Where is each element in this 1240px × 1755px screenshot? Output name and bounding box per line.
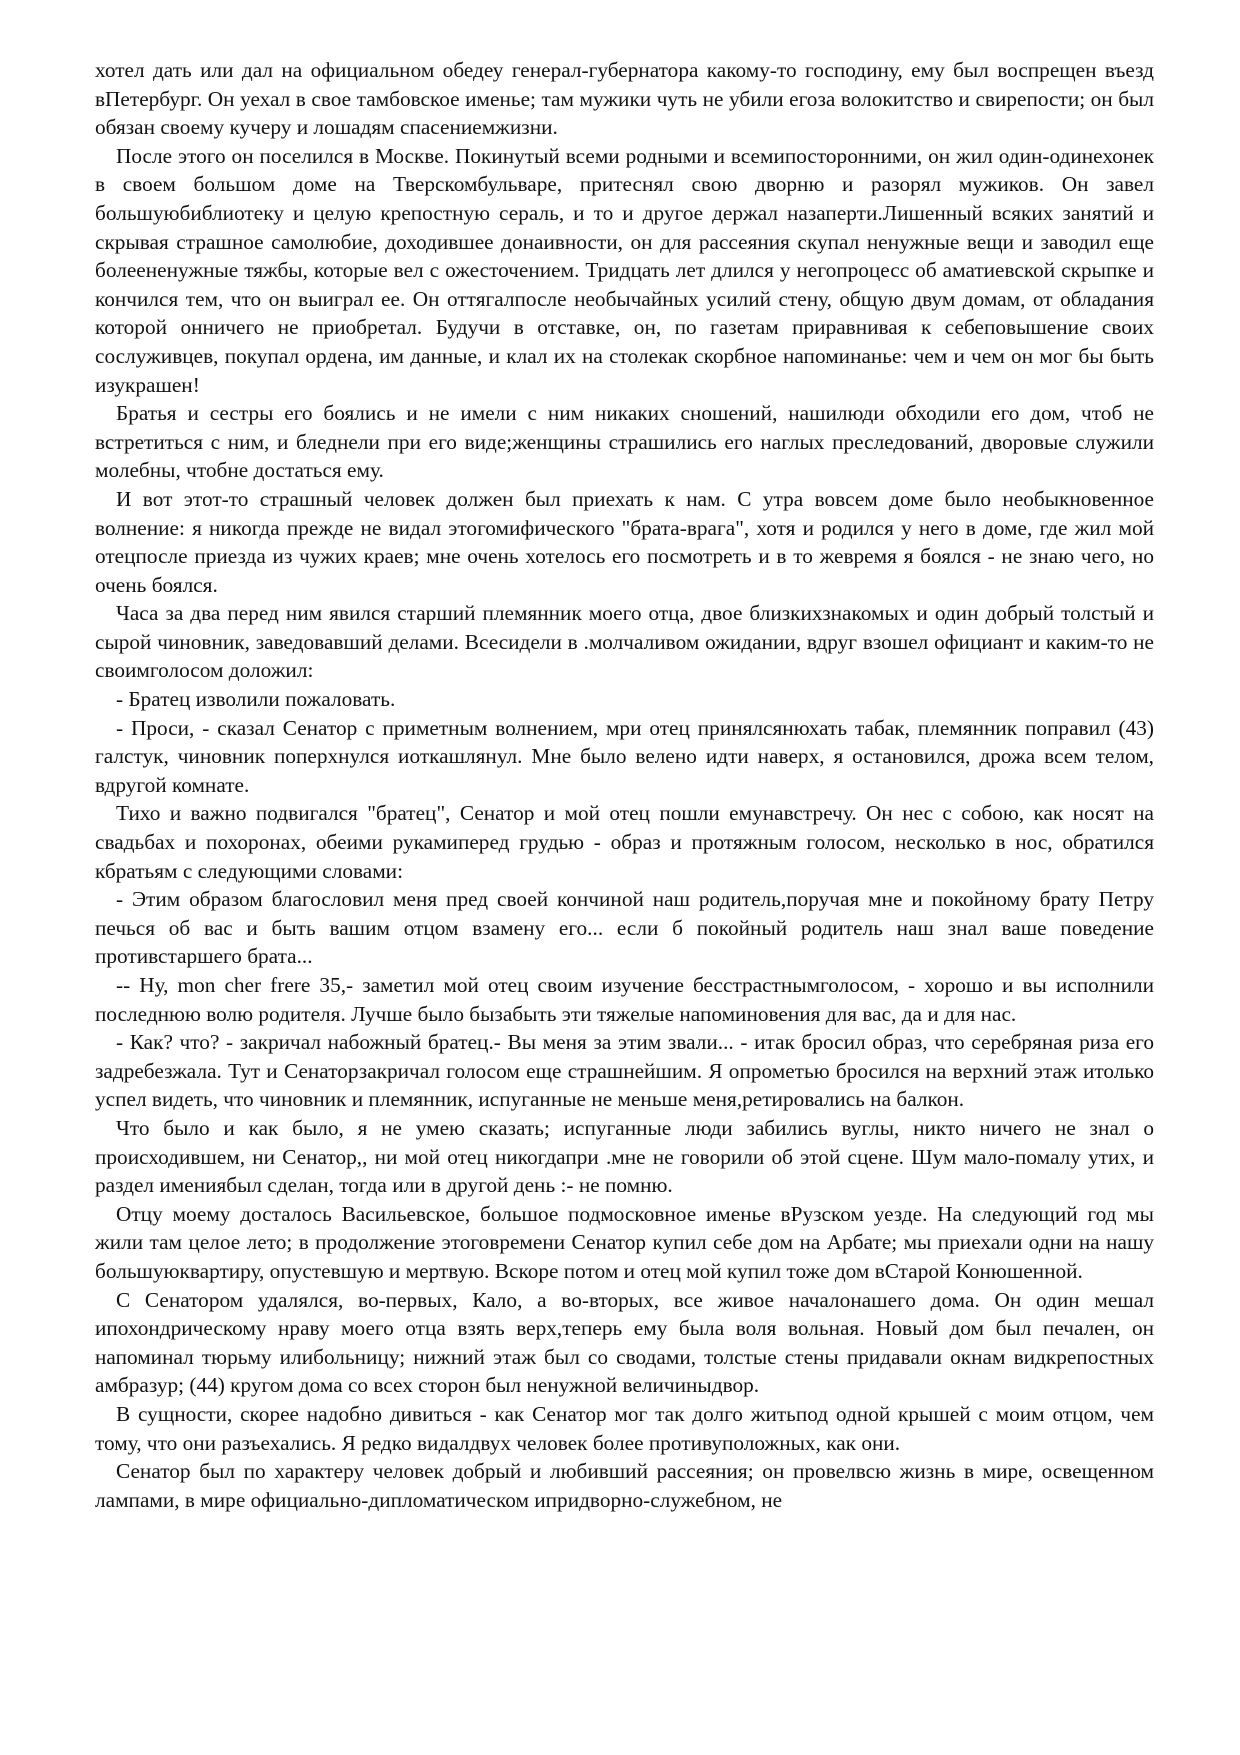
paragraph-7: - Проси, - сказал Сенатор с приметным волнением, мри отец принялсянюхать табак, племянник поправил (43) галстук, чиновник поперхнулся иоткашлянул. Мне было велено идти наверх, я остановился, дрожа всем телом, вдругой комнате. [95, 715, 1154, 797]
paragraph-8: Тихо и важно подвигался "братец", Сенатор и мой отец пошли емунавстречу. Он нес с собою, как носят на свадьбах и похоронах, обеими рукамиперед грудью - образ и протяжным голосом, несколько в нос, обратился кбратьям с следующими словами: [95, 801, 1154, 883]
document-page [95, 56, 1154, 1514]
paragraph-5: Часа за два перед ним явился старший племянник моего отца, двое близкихзнакомых и один добрый толстый и сырой чиновник, заведовавший делами. Всесидели в .молчаливом ожидании, вдруг взошел официант и каким-то не своимголосом доложил: [95, 601, 1154, 683]
paragraph-4: И вот этот-то страшный человек должен был приехать к нам. С утра вовсем доме было необыкновенное волнение: я никогда прежде не видал этогомифического "брата-врага", хотя и родился у него в доме, где жил мой отецпосле приезда из чужих краев; мне очень хотелось его посмотреть и в то жевремя я боялся - не знаю чего, но очень боялся. [95, 486, 1154, 597]
paragraph-2: После этого он поселился в Москве. Покинутый всеми родными и всемипосторонними, он жил один-одинехонек в своем большом доме на Тверскомбульваре, притеснял свою дворню и разорял мужиков. Он завел большуюбиблиотеку и целую крепостную сераль, и то и другое держал назаперти.Лишенный всяких занятий и скрывая страшное самолюбие, доходившее донаивности, он для рассеяния скупал ненужные вещи и заводил еще болеененужные тяжбы, которые вел с ожесточением. Тридцать лет длился у негопроцесс об аматиевской скрыпке и кончился тем, что он выиграл ее. Он оттягалпосле необычайных усилий стену, общую двум домам, от обладания которой онничего не приобретал. Будучи в отставке, он, по газетам приравнивая к себеповышение своих сослуживцев, покупал ордена, им данные, и клал их на столекак скорбное напоминанье: чем и чем он мог бы быть изукрашен! [95, 143, 1154, 397]
paragraph-1: хотел дать или дал на официальном обедеу генерал-губернатора какому-то господину, ему был воспрещен въезд вПетербург. Он уехал в свое тамбовское именье; там мужики чуть не убили егоза волокитство и свирепости; он был обязан своему кучеру и лошадям спасениемжизни. [95, 58, 1154, 140]
paragraph-16: Сенатор был по характеру человек добрый и любивший рассеяния; он провелвсю жизнь в мире, освещенном лампами, в мире официально-дипломатическом ипридворно-служебном, не [95, 1459, 1154, 1512]
paragraph-6: - Братец изволили пожаловать. [116, 687, 396, 712]
paragraph-3: Братья и сестры его боялись и не имели с ним никаких сношений, нашилюди обходили его дом, чтоб не встретиться с ним, и бледнели при его виде;женщины страшились его наглых преследований, дворовые служили молебны, чтобне достаться ему. [95, 401, 1154, 483]
paragraph-10: -- Ну, mon cher frere 35,- заметил мой отец своим изучение бесстрастнымголосом, - хорошо и вы исполнили последнюю волю родителя. Лучше было бызабыть эти тяжелые напоминовения для вас, да и для нас. [95, 973, 1154, 1026]
paragraph-14: С Сенатором удалялся, во-первых, Кало, а во-вторых, все живое началонашего дома. Он один мешал ипохондрическому нраву моего отца взять верх,теперь ему была воля вольная. Новый дом был печален, он напоминал тюрьму илибольницу; нижний этаж был со сводами, толстые стены придавали окнам видкрепостных амбразур; (44) кругом дома со всех сторон был ненужной величиныдвор. [95, 1287, 1154, 1398]
paragraph-13: Отцу моему досталось Васильевское, большое подмосковное именье вРузском уезде. На следующий год мы жили там целое лето; в продолжение этоговремени Сенатор купил себе дом на Арбате; мы приехали одни на нашу большуюквартиру, опустевшую и мертвую. Вскоре потом и отец мой купил тоже дом вСтарой Конюшенной. [95, 1201, 1154, 1283]
paragraph-9: - Этим образом благословил меня пред своей кончиной наш родитель,поручая мне и покойному брату Петру печься об вас и быть вашим отцом взамену его... если б покойный родитель наш знал ваше поведение противстаршего брата... [95, 887, 1154, 969]
paragraph-15: В сущности, скорее надобно дивиться - как Сенатор мог так долго житьпод одной крышей с моим отцом, чем тому, что они разъехались. Я редко видалдвух человек более противуположных, как они. [95, 1401, 1154, 1455]
paragraph-11: - Как? что? - закричал набожный братец.- Вы меня за этим звали... - итак бросил образ, что серебряная риза его задребезжала. Тут и Сенаторзакричал голосом еще страшнейшим. Я опрометью бросился на верхний этаж итолько успел видеть, что чиновник и племянник, испуганные не меньше меня,ретировались на балкон. [95, 1030, 1154, 1112]
paragraph-12: Что было и как было, я не умею сказать; испуганные люди забились вуглы, никто ничего не знал о происходившем, ни Сенатор,, ни мой отец никогдапри .мне не говорили об этой сцене. Шум мало-помалу утих, и раздел имениябыл сделан, тогда или в другой день :- не помню. [95, 1115, 1154, 1198]
